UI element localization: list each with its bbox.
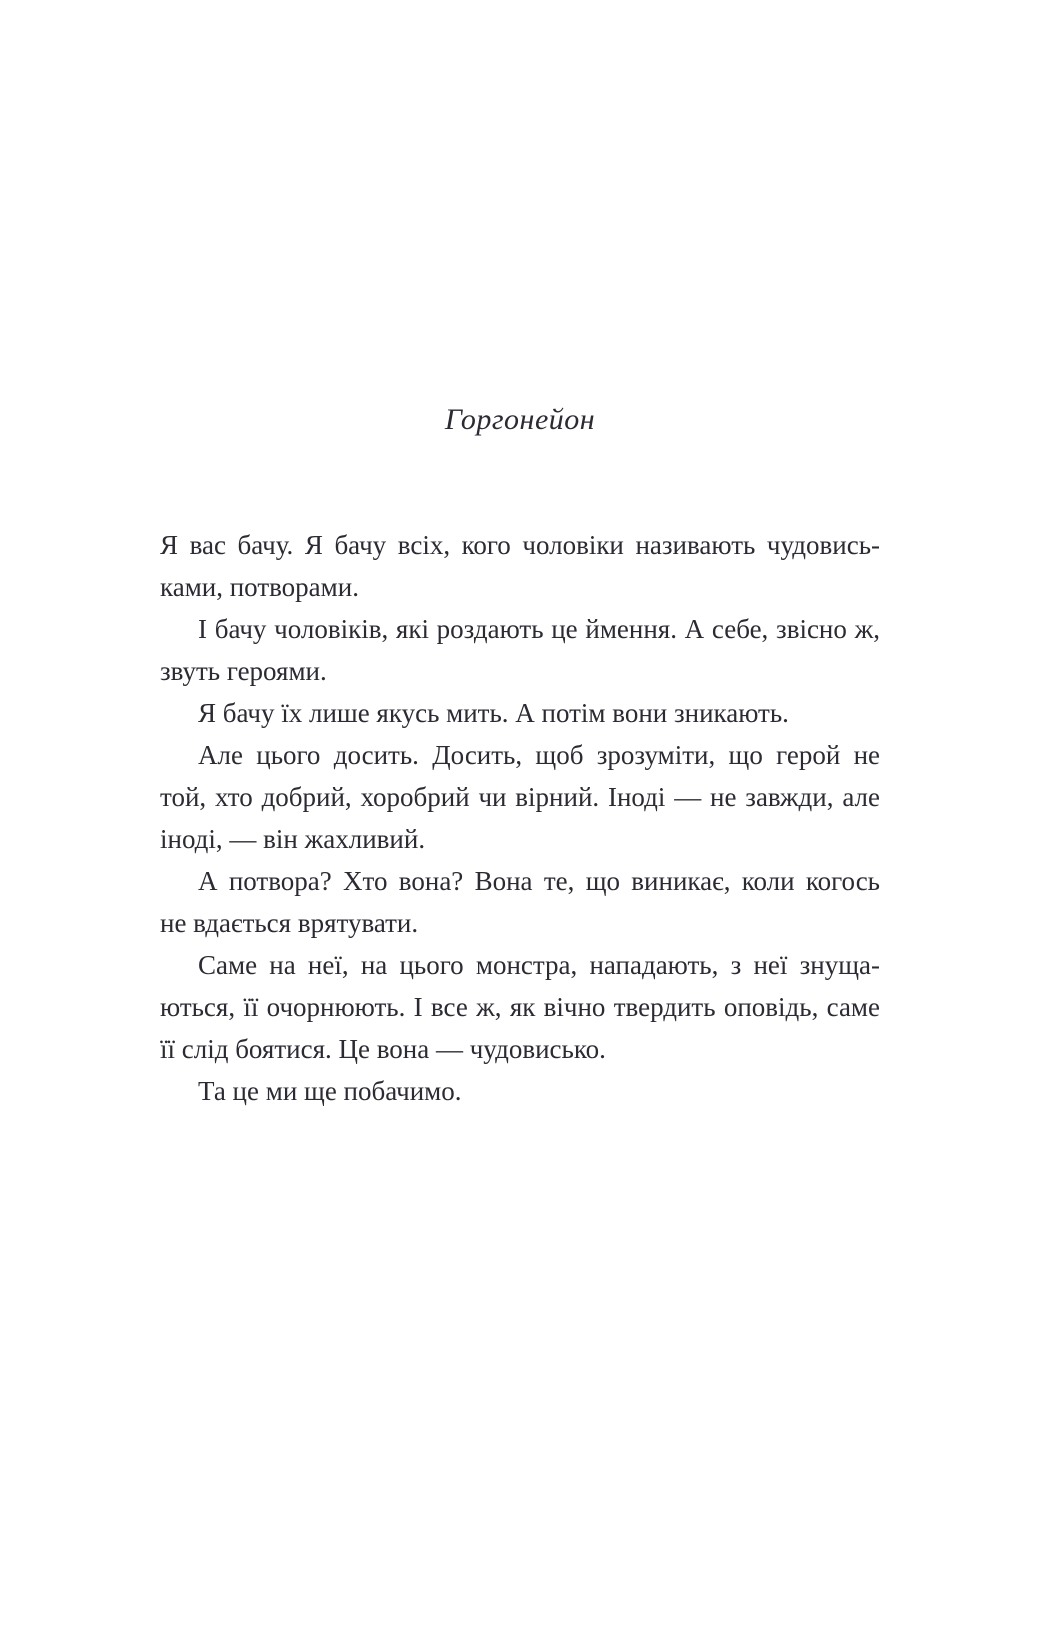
- text-line: не вдається врятувати.: [160, 908, 419, 938]
- chapter-title: Горгонейон: [444, 403, 596, 436]
- paragraph: [160, 734, 880, 860]
- page-content: [160, 0, 880, 1112]
- text-line: І бачу чоловіків, які роздають це ймення. А себе, звісно ж,: [198, 614, 880, 644]
- text-line: її слід боятися. Це вона — чудовисько.: [160, 1034, 606, 1064]
- paragraph: [160, 524, 880, 608]
- text-line: той, хто добрий, хоробрий чи вірний. Іноді — не завжди, але: [160, 782, 880, 812]
- paragraph: [160, 860, 880, 944]
- text-line: ками, потворами.: [160, 572, 359, 602]
- text-line: Я бачу їх лише якусь мить. А потім вони зникають.: [198, 698, 789, 728]
- text-line: Саме на неї, на цього монстра, нападають, з неї знуща-: [198, 950, 880, 980]
- text-line: звуть героями.: [160, 656, 327, 686]
- text-line: Та це ми ще побачимо.: [198, 1076, 462, 1106]
- paragraph: [160, 608, 880, 692]
- text-line: Але цього досить. Досить, щоб зрозуміти, що герой не: [198, 740, 880, 770]
- paragraph: [160, 692, 880, 734]
- paragraph: [160, 944, 880, 1070]
- text-line: А потвора? Хто вона? Вона те, що виникає, коли когось: [198, 866, 880, 896]
- text-line: Я вас бачу. Я бачу всіх, кого чоловіки називають чудовись-: [160, 530, 880, 560]
- paragraph: [160, 1070, 880, 1112]
- text-line: іноді, — він жахливий.: [160, 824, 426, 854]
- body-text: [160, 524, 880, 1112]
- text-line: ються, її очорнюють. І все ж, як вічно твердить оповідь, саме: [160, 992, 880, 1022]
